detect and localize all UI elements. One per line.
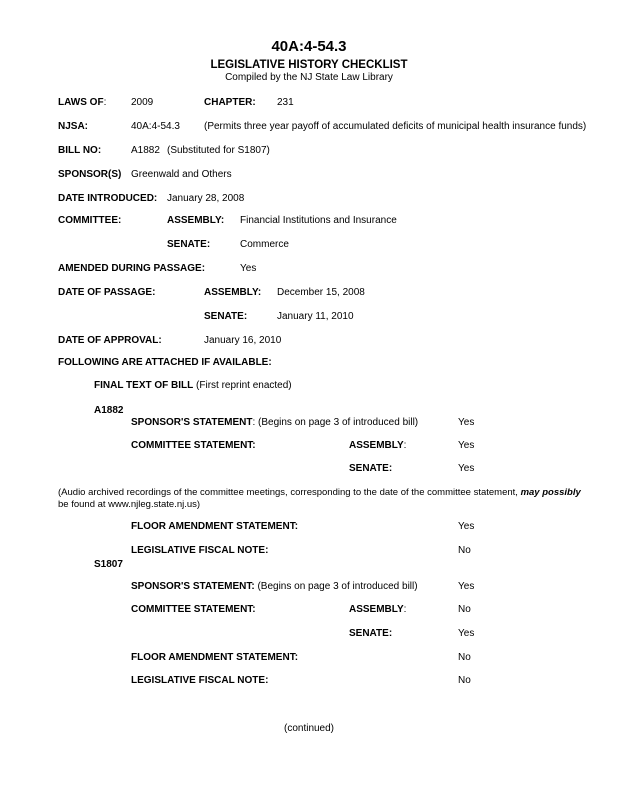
passage-senate-label: SENATE: — [204, 311, 248, 322]
a1882-assembly-value: Yes — [458, 440, 475, 451]
committee-senate-value: Commerce — [240, 239, 289, 250]
audio-note-line-2: be found at www.njleg.state.nj.us) — [58, 499, 201, 510]
s1807-assembly-value: No — [458, 604, 471, 615]
audio-note-line-1: (Audio archived recordings of the committee meetings, corresponding to the date of the committee statement, may possibly — [58, 487, 581, 498]
passage-senate-value: January 11, 2010 — [277, 311, 354, 322]
date-introduced-label: DATE INTRODUCED: — [58, 193, 158, 204]
s1807-floor-value: No — [458, 652, 471, 663]
chapter-value: 231 — [277, 97, 294, 108]
s1807-senate-value: Yes — [458, 628, 475, 639]
a1882-floor-value: Yes — [458, 521, 475, 532]
chapter-label: CHAPTER: — [204, 97, 256, 108]
amended-value: Yes — [240, 263, 257, 274]
s1807-committee-label: COMMITTEE STATEMENT: — [131, 604, 256, 615]
bill-no-value: A1882 — [131, 145, 160, 156]
s1807-senate-label: SENATE: — [349, 628, 393, 639]
njsa-label: NJSA: — [58, 121, 89, 132]
njsa-description: (Permits three year payoff of accumulated deficits of municipal health insurance funds) — [204, 121, 587, 132]
s1807-sponsor-value: Yes — [458, 581, 475, 592]
a1882-fiscal-value: No — [458, 545, 471, 556]
a1882-bill-label: A1882 — [94, 405, 124, 416]
a1882-senate-label: SENATE: — [349, 463, 393, 474]
date-of-approval-label: DATE OF APPROVAL: — [58, 335, 162, 346]
a1882-sponsor-value: Yes — [458, 417, 475, 428]
laws-of-label: LAWS OF: — [58, 97, 107, 108]
date-of-approval-value: January 16, 2010 — [204, 335, 282, 346]
s1807-sponsor-statement: SPONSOR'S STATEMENT: (Begins on page 3 of introduced bill) — [131, 581, 418, 592]
bill-no-note: (Substituted for S1807) — [167, 145, 270, 156]
amended-label: AMENDED DURING PASSAGE: — [58, 263, 206, 274]
committee-assembly-label: ASSEMBLY: — [167, 215, 225, 226]
bill-no-label: BILL NO: — [58, 145, 102, 156]
s1807-fiscal-value: No — [458, 675, 471, 686]
njsa-value: 40A:4-54.3 — [131, 121, 180, 132]
laws-of-value: 2009 — [131, 97, 154, 108]
document-code: 40A:4-54.3 — [271, 38, 347, 55]
s1807-bill-label: S1807 — [94, 559, 123, 570]
continued-note: (continued) — [283, 723, 335, 734]
s1807-assembly-label: ASSEMBLY: — [349, 604, 407, 615]
sponsors-value: Greenwald and Others — [131, 169, 232, 180]
final-text: FINAL TEXT OF BILL (First reprint enacted) — [94, 380, 292, 391]
committee-label: COMMITTEE: — [58, 215, 122, 226]
passage-assembly-value: December 15, 2008 — [277, 287, 365, 298]
s1807-floor-label: FLOOR AMENDMENT STATEMENT: — [131, 652, 299, 663]
date-introduced-value: January 28, 2008 — [167, 193, 245, 204]
a1882-assembly-label: ASSEMBLY: — [349, 440, 407, 451]
a1882-fiscal-label: LEGISLATIVE FISCAL NOTE: — [131, 545, 269, 556]
attached-heading: FOLLOWING ARE ATTACHED IF AVAILABLE: — [58, 357, 272, 368]
a1882-senate-value: Yes — [458, 463, 475, 474]
date-of-passage-label: DATE OF PASSAGE: — [58, 287, 156, 298]
document-title: LEGISLATIVE HISTORY CHECKLIST — [210, 59, 408, 71]
a1882-floor-label: FLOOR AMENDMENT STATEMENT: — [131, 521, 299, 532]
document-subtitle: Compiled by the NJ State Law Library — [225, 72, 393, 83]
committee-senate-label: SENATE: — [167, 239, 211, 250]
sponsors-label: SPONSOR(S) — [58, 169, 122, 180]
passage-assembly-label: ASSEMBLY: — [204, 287, 262, 298]
s1807-fiscal-label: LEGISLATIVE FISCAL NOTE: — [131, 675, 269, 686]
a1882-committee-label: COMMITTEE STATEMENT: — [131, 440, 256, 451]
a1882-sponsor-statement: SPONSOR'S STATEMENT: (Begins on page 3 of introduced bill) — [131, 417, 419, 428]
committee-assembly-value: Financial Institutions and Insurance — [240, 215, 397, 226]
